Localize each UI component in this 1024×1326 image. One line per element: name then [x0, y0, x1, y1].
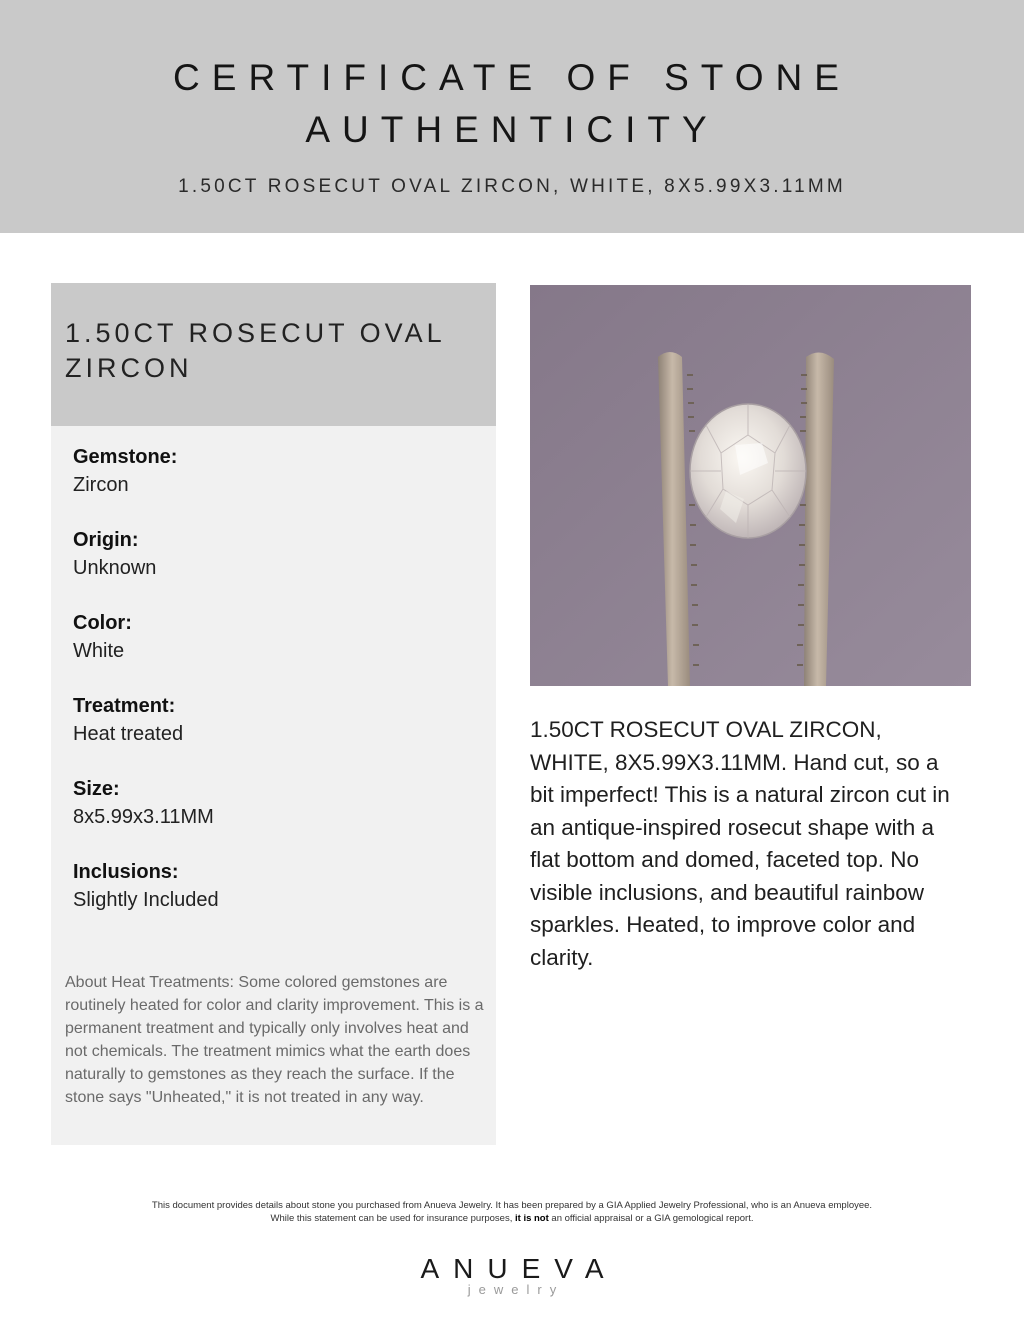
spec-label: Treatment:: [73, 695, 176, 717]
certificate-header: [0, 0, 1024, 233]
disclaimer: [0, 1199, 1024, 1225]
certificate-subtitle: 1.50CT ROSECUT OVAL ZIRCON, WHITE, 8X5.99X3.11MM: [178, 176, 846, 197]
spec-value: Heat treated: [73, 723, 184, 745]
disclaimer-emphasis: it is not: [515, 1213, 549, 1224]
spec-label: Size:: [73, 778, 120, 800]
spec-size: [73, 775, 483, 858]
spec-value: Slightly Included: [73, 889, 219, 911]
spec-label: Color:: [73, 612, 132, 634]
spec-inclusions: [73, 858, 483, 941]
stone-spec-list: [73, 443, 483, 941]
spec-value: Unknown: [73, 557, 157, 579]
stone-description: 1.50CT ROSECUT OVAL ZIRCON, WHITE, 8X5.99X3.11MM. Hand cut, so a bit imperfect! This is a natural zircon cut in an antique-inspired rosecut shape with a flat bottom and domed, faceted top. No visible inclusions, and beautiful rainbow sparkles. Heated, to improve color and clarity.: [530, 717, 950, 970]
brand-name: ANUEVA: [420, 1253, 618, 1284]
certificate-title-line-1: CERTIFICATE OF STONE: [173, 57, 851, 98]
stone-photo: [530, 285, 971, 686]
zircon-in-tweezers-image: [530, 285, 971, 686]
spec-color: [73, 609, 483, 692]
spec-label: Origin:: [73, 529, 139, 551]
certificate-title: [0, 52, 1024, 156]
spec-label: Inclusions:: [73, 861, 179, 883]
spec-gemstone: [73, 443, 483, 526]
certificate-title-line-2: AUTHENTICITY: [305, 109, 719, 150]
stone-card-header: [51, 283, 496, 426]
spec-label: Gemstone:: [73, 446, 178, 468]
spec-value: White: [73, 640, 125, 662]
stone-details-card: [51, 283, 496, 1145]
brand-tagline: jewelry: [467, 1282, 565, 1297]
disclaimer-text: an official appraisal or a GIA gemological report.: [551, 1213, 754, 1224]
spec-treatment: [73, 692, 483, 775]
anueva-logo: [0, 1253, 1024, 1297]
stone-card-title: 1.50CT ROSECUT OVAL ZIRCON: [65, 318, 445, 383]
spec-value: 8x5.99x3.11MM: [73, 806, 214, 828]
spec-origin: [73, 526, 483, 609]
spec-value: Zircon: [73, 474, 129, 496]
heat-treatment-note: About Heat Treatments: Some colored gemstones are routinely heated for color and clarity improvement. This is a permanent treatment and typically only involves heat and not chemicals. The treatment mimics what the earth does naturally to gemstones as they reach the surface. If the stone says "Unheated," it is not treated in any way.: [65, 974, 484, 1106]
disclaimer-line-2: [0, 1212, 1024, 1225]
disclaimer-line-1: This document provides details about stone you purchased from Anueva Jewelry. It has been prepared by a GIA Applied Jewelry Professional, who is an Anueva employee.: [151, 1200, 873, 1211]
disclaimer-text: While this statement can be used for insurance purposes,: [270, 1213, 513, 1224]
